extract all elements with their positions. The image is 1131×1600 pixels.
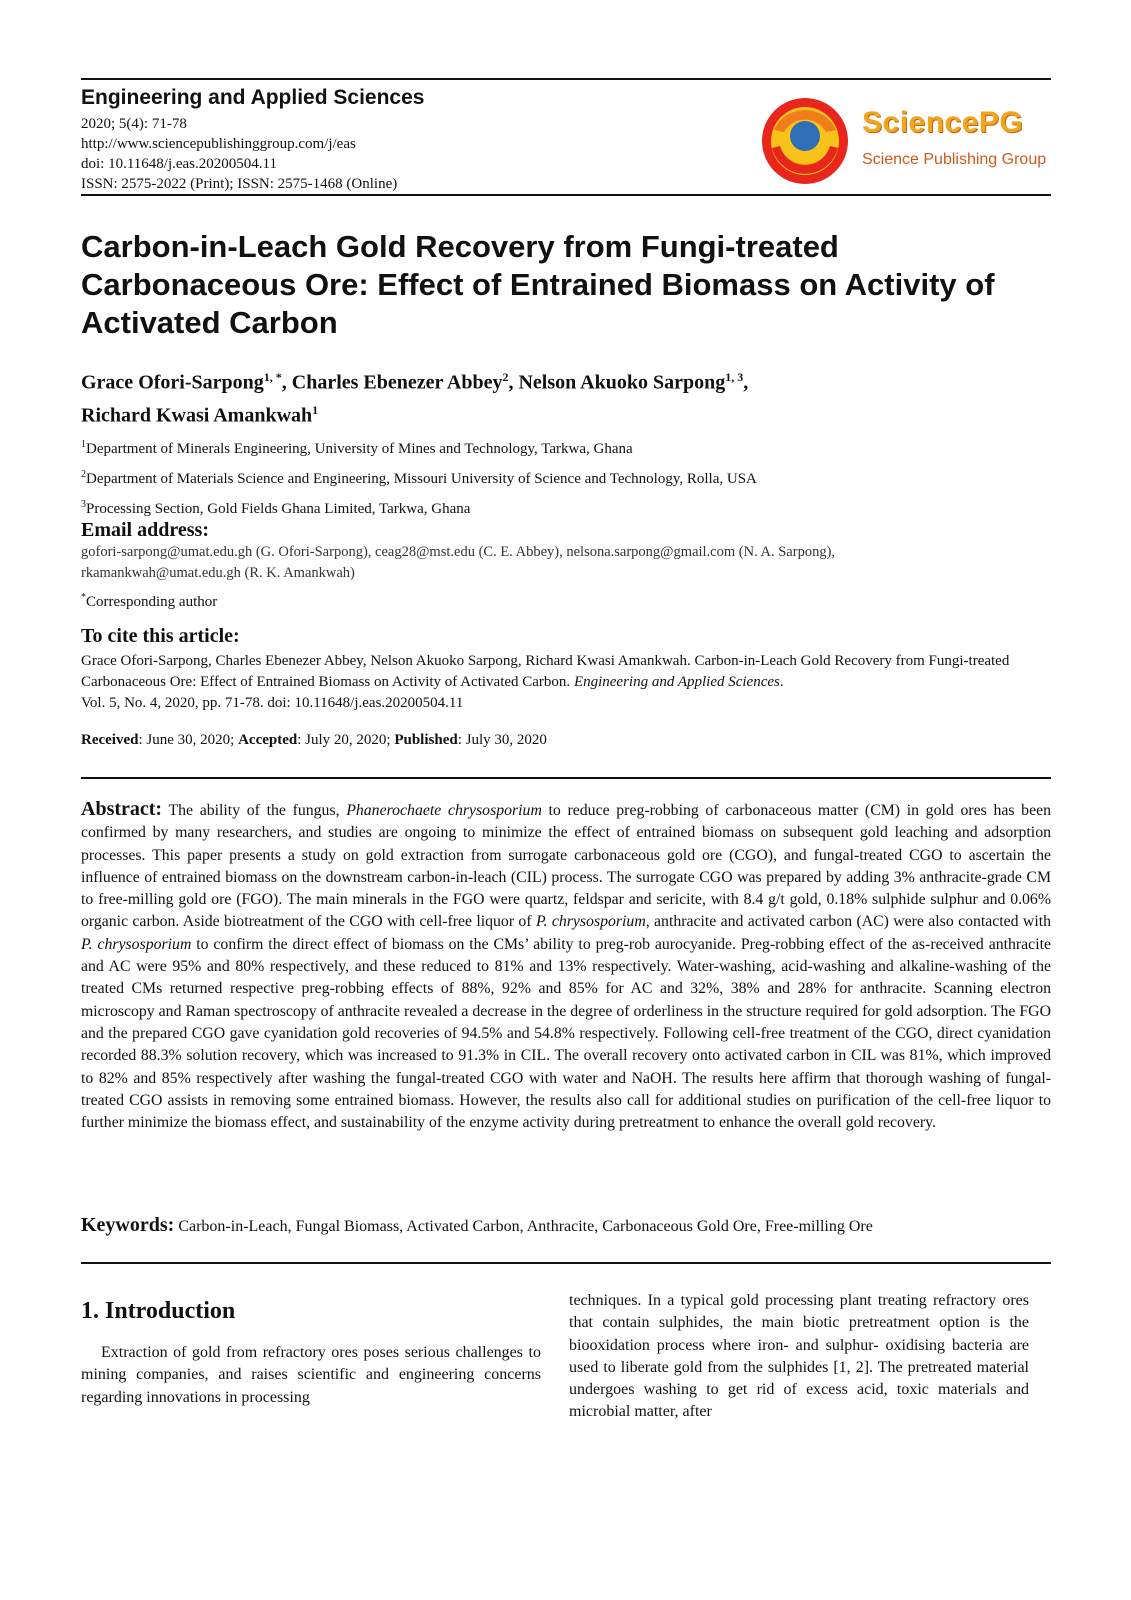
author-name: Richard Kwasi Amankwah <box>81 404 313 427</box>
accepted-date: : July 20, 2020; <box>297 732 395 748</box>
body-column-right: techniques. In a typical gold processing plant treating refractory ores that contain sulphides, the main biotic pretreatment option is the biooxidation process where iron- and sulphur- oxidising bacteria are used to liberate gold from the sulphides [1, 2]. The pretreated material undergoes washing to get rid of excess acid, toxic materials and microbial matter, after <box>569 1292 1029 1421</box>
article-dates <box>81 732 547 749</box>
abstract-italic: P. chrysosporium <box>81 935 192 953</box>
published-label: Published <box>394 732 458 748</box>
received-date: : June 30, 2020; <box>138 732 239 748</box>
corresponding-sup: * <box>81 592 86 603</box>
affiliation-text: Department of Minerals Engineering, University of Mines and Technology, Tarkwa, Ghana <box>86 441 633 457</box>
meta-url[interactable]: http://www.sciencepublishinggroup.com/j/eas <box>81 136 356 152</box>
citation-journal: Engineering and Applied Sciences <box>573 674 780 690</box>
abstract-text: , anthracite and activated carbon (AC) were also contacted with <box>645 913 1052 931</box>
meta-issue: 2020; 5(4): 71-78 <box>81 116 187 132</box>
citation <box>81 651 1051 714</box>
abstract-text: to confirm the direct effect of biomass on the CMs’ ability to preg-rob aurocyanide. Preg-robbing effect of the as-received anthracite and AC were 95% and 80% respectively, and these reduced to 81% and 13% respectively. Water-washing, acid-washing and alkaline-washing of the treated CMs returned respective preg-robbing effects of 88%, 92% and 85% for AC and 32%, 38% and 28% for anthracite. Scanning electron microscopy and Raman spectroscopy of anthracite revealed a decrease in the degree of orderliness in the structure required for gold adsorption. The FGO and the prepared CGO gave cyanidation gold recoveries of 94.5% and 54.8% respectively. Following cell-free treatment of the CGO, direct cyanidation recorded 88.3% solution recovery, which was increased to 91.3% in CIL. The overall recovery onto activated carbon in CIL was 81%, which improved to 82% and 85% respectively after washing the fungal-treated CGO with water and NaOH. The results here affirm that thorough washing of fungal-treated CGO assists in removing some entrained biomass. However, the results also call for additional studies on purification of the cell-free liquor to further minimize the biomass effect, and sustainability of the enzyme activity during pretreatment to enhance the overall gold recovery. <box>81 935 1051 1132</box>
affiliation <box>81 492 757 522</box>
email-heading: Email address: <box>81 519 209 541</box>
accepted-label: Accepted <box>238 732 298 748</box>
affiliation-sup: 3 <box>81 499 86 510</box>
affiliations <box>81 432 757 522</box>
email-line-1[interactable]: gofori-sarpong@umat.edu.gh (G. Ofori-Sarpong), ceag28@mst.edu (C. E. Abbey), nelsona.sarpong@gmail.com (N. A. Sarpong), <box>81 544 836 560</box>
citation-text: Grace Ofori-Sarpong, Charles Ebenezer Abbey, Nelson Akuoko Sarpong, Richard Kwasi Amankwah. Carbon-in-Leach Gold Recovery from Fungi-treated Carbonaceous Ore: Effect of Entrained Biomass on Activity of Activated Carbon. <box>81 653 1010 690</box>
affiliation-sup: 2 <box>81 469 86 480</box>
affiliation <box>81 432 757 462</box>
sciencepg-logo-icon <box>760 96 860 186</box>
email-line-2[interactable]: rkamankwah@umat.edu.gh (R. K. Amankwah) <box>81 565 355 581</box>
received-label: Received <box>81 732 139 748</box>
abstract-label: Abstract: <box>81 798 163 820</box>
author-name: Grace Ofori-Sarpong <box>81 371 264 394</box>
cite-heading: To cite this article: <box>81 625 240 647</box>
abstract <box>81 798 1051 1134</box>
author-sup: 1, * <box>263 370 282 384</box>
author-sep: , <box>281 371 292 394</box>
abstract-text: The ability of the fungus, <box>162 802 347 819</box>
author-sup: 1 <box>312 402 319 417</box>
meta-issn: ISSN: 2575-2022 (Print); ISSN: 2575-1468 (Online) <box>81 176 398 192</box>
logo-subtitle: Science Publishing Group <box>862 151 1047 168</box>
section-heading: 1. Introduction <box>81 1298 236 1324</box>
journal-name: Engineering and Applied Sciences <box>81 86 425 109</box>
author-name: Charles Ebenezer Abbey <box>291 371 503 394</box>
logo-wordmark: SciencePG <box>862 106 1024 139</box>
citation-punct: . <box>779 674 784 690</box>
keywords-label: Keywords: <box>81 1214 175 1236</box>
article-title: Carbon-in-Leach Gold Recovery from Fungi-treated Carbonaceous Ore: Effect of Entrained Biomass on Activity of Activated Carbon <box>81 229 995 340</box>
author-list <box>81 364 1051 429</box>
corresponding-text: Corresponding author <box>86 594 218 610</box>
abstract-top-rule <box>81 777 1051 779</box>
affiliation <box>81 462 757 492</box>
email-list[interactable] <box>81 542 1051 584</box>
author-sep: , <box>743 371 749 394</box>
body-top-rule <box>81 1262 1051 1264</box>
corresponding-note <box>81 592 217 611</box>
top-rule <box>81 78 1051 80</box>
author-sup: 2 <box>502 370 509 384</box>
affiliation-text: Processing Section, Gold Fields Ghana Limited, Tarkwa, Ghana <box>86 501 471 517</box>
journal-meta <box>81 114 397 194</box>
keywords-text: Carbon-in-Leach, Fungal Biomass, Activated Carbon, Anthracite, Carbonaceous Gold Ore, Free-milling Ore <box>174 1218 873 1235</box>
author-name: Nelson Akuoko Sarpong <box>518 371 726 394</box>
body-column-left: Extraction of gold from refractory ores poses serious challenges to mining companies, and raises scientific and engineering concerns regarding innovations in processing <box>81 1344 541 1406</box>
affiliation-sup: 1 <box>81 439 86 450</box>
author-sup: 1, 3 <box>725 370 744 384</box>
published-date: : July 30, 2020 <box>457 732 547 748</box>
author-sep: , <box>508 371 519 394</box>
meta-doi: doi: 10.11648/j.eas.20200504.11 <box>81 156 277 172</box>
abstract-italic: Phanerochaete chrysosporium <box>346 802 542 819</box>
abstract-text: to reduce preg-robbing of carbonaceous matter (CM) in gold ores has been confirmed by many researchers, and studies are ongoing to minimize the effect of entrained biomass on subsequent gold leaching and adsorption processes. This paper presents a study on gold extraction from surrogate carbonaceous gold ore (CGO), and fungal-treated CGO to ascertain the influence of entrained biomass on the downstream carbon-in-leach (CIL) process. The surrogate CGO was prepared by adding 3% anthracite-grade CM to free-milling gold ore (FGO). The main minerals in the FGO were quartz, feldspar and sericite, with 8.4 g/t gold, 0.18% sulphide sulphur and 0.06% organic carbon. Aside biotreatment of the CGO with cell-free liquor of <box>81 802 1052 931</box>
header-bottom-rule <box>81 194 1051 196</box>
affiliation-text: Department of Materials Science and Engineering, Missouri University of Science and Technology, Rolla, USA <box>86 471 757 487</box>
abstract-italic: P. chrysosporium <box>535 913 646 931</box>
keywords <box>81 1214 1051 1237</box>
citation-doi: Vol. 5, No. 4, 2020, pp. 71-78. doi: 10.11648/j.eas.20200504.11 <box>81 695 464 711</box>
